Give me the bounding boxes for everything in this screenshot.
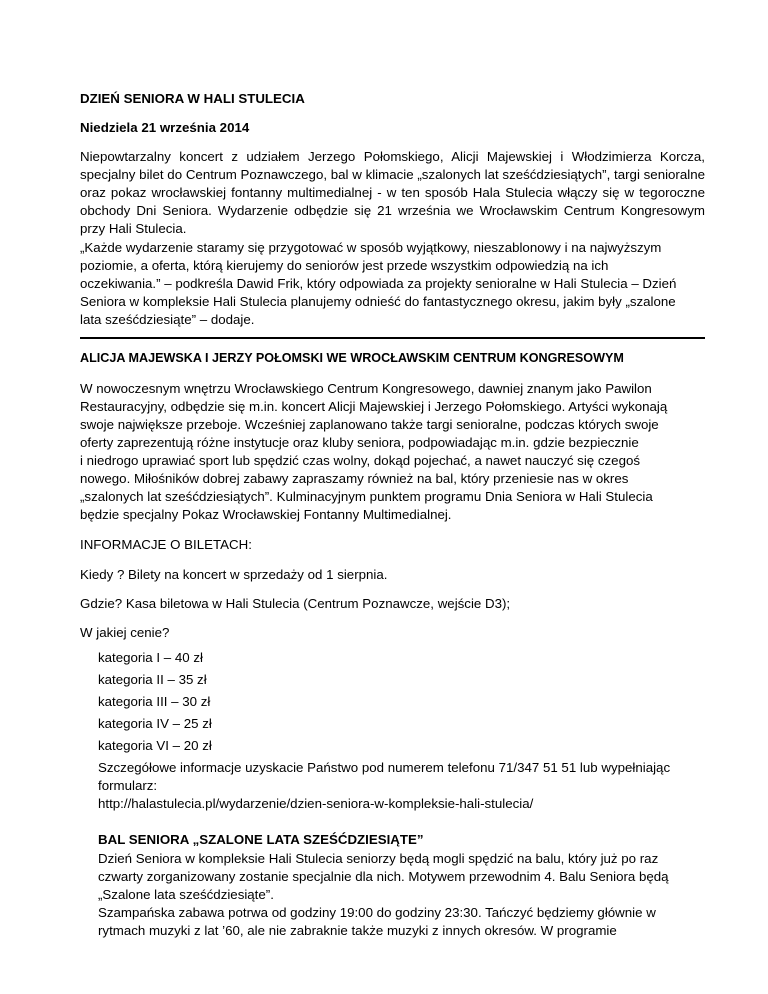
event-title: DZIEŃ SENIORA W HALI STULECIA [80,91,305,106]
section-divider [80,337,705,339]
price-item: kategoria VI – 20 zł [98,738,212,753]
concert-line: Restauracyjny, odbędzie się m.in. koncert Alicji Majewskiej i Jerzego Połomskiego. Artyści wykonają [80,399,668,414]
quote-line: Seniora w kompleksie Hali Stulecia planujemy odnieść do fantastycznego okresu, jakim były „szalone [80,294,676,309]
concert-line: nowego. Miłośników dobrej zabawy zapraszamy również na bal, który przeniesie nas w okres [80,471,629,486]
quote-line: poziomie, a oferta, którą kierujemy do seniorów jest przede wszystkim odpowiedzią na ich [80,258,609,273]
ball-line: czwarty zorganizowany zostanie specjalnie dla nich. Motywem przewodnim 4. Balu Seniora będą [98,869,669,884]
quote-line: oczekiwania.” – podkreśla Dawid Frik, który odpowiada za projekty senioralne w Hali Stulecia – Dzień [80,276,677,291]
ticket-when: Kiedy ? Bilety na koncert w sprzedaży od 1 sierpnia. [80,567,388,582]
concert-line: i niedrogo uprawiać sport lub spędzić czas wolny, dokąd pojechać, a nawet nauczyć się czegoś [80,453,641,468]
concert-line: oferty zaprezentują różne instytucje oraz kluby seniora, podpowiadając m.in. gdzie bezpiecznie [80,435,639,450]
ball-line: Szampańska zabawa potrwa od godziny 19:00 do godziny 23:30. Tańczyć będziemy głównie w [98,905,656,920]
concert-line: W nowoczesnym wnętrzu Wrocławskiego Centrum Kongresowego, dawniej znanym jako Pawilon [80,381,652,396]
ticket-where: Gdzie? Kasa biletowa w Hali Stulecia (Centrum Poznawcze, wejście D3); [80,596,511,611]
event-date: Niedziela 21 września 2014 [80,120,250,135]
price-item: kategoria I – 40 zł [98,650,203,665]
contact-line: Szczegółowe informacje uzyskacie Państwo pod numerem telefonu 71/347 51 51 lub wypełniając [98,760,671,775]
quote-line: „Każde wydarzenie staramy się przygotować w sposób wyjątkowy, nieszablonowy i na najwyższym [80,240,662,255]
ball-line: rytmach muzyki z lat ’60, ale nie zabraknie także muzyki z innych okresów. W programie [98,923,617,938]
ball-line: Dzień Seniora w kompleksie Hali Stulecia seniorzy będą mogli spędzić na balu, który już po raz [98,851,659,866]
event-url-link[interactable]: http://halastulecia.pl/wydarzenie/dzien-seniora-w-kompleksie-hali-stulecia/ [98,796,534,811]
tickets-heading: INFORMACJE O BILETACH: [80,537,252,552]
ball-heading: BAL SENIORA „SZALONE LATA SZEŚĆDZIESIĄTE” [98,832,424,847]
concert-line: będzie specjalny Pokaz Wrocławskiej Fontanny Multimedialnej. [80,507,452,522]
price-item: kategoria III – 30 zł [98,694,211,709]
concert-heading: ALICJA MAJEWSKA I JERZY POŁOMSKI WE WROCŁAWSKIM CENTRUM KONGRESOWYM [80,351,624,365]
price-question: W jakiej cenie? [80,625,170,640]
contact-line: formularz: [98,778,158,793]
concert-line: „szalonych lat sześćdziesiątych”. Kulminacyjnym punktem programu Dnia Seniora w Hali Stulecia [80,489,653,504]
ball-line: „Szalone lata sześćdziesiąte”. [98,887,274,902]
concert-line: swoje największe przeboje. Wcześniej zaplanowano także targi senioralne, podczas których swoje [80,417,659,432]
price-item: kategoria II – 35 zł [98,672,207,687]
intro-paragraph: Niepowtarzalny koncert z udziałem Jerzego Połomskiego, Alicji Majewskiej i Włodzimierza Korcza, specjalny bilet do Centrum Poznawczego, bal w klimacie „szalonych lat sześćdziesiątych”, targi senioralne oraz pokaz wrocławskiej fontanny multimedialnej - w ten sposób Hala Stulecia włączy się w tegoroczne obchody Dni Seniora. Wydarzenie odbędzie się 21 września we Wrocławskim Centrum Kongresowym przy Hali Stulecia. [80,149,705,236]
quote-line: lata sześćdziesiąte” – dodaje. [80,312,255,327]
price-item: kategoria IV – 25 zł [98,716,212,731]
